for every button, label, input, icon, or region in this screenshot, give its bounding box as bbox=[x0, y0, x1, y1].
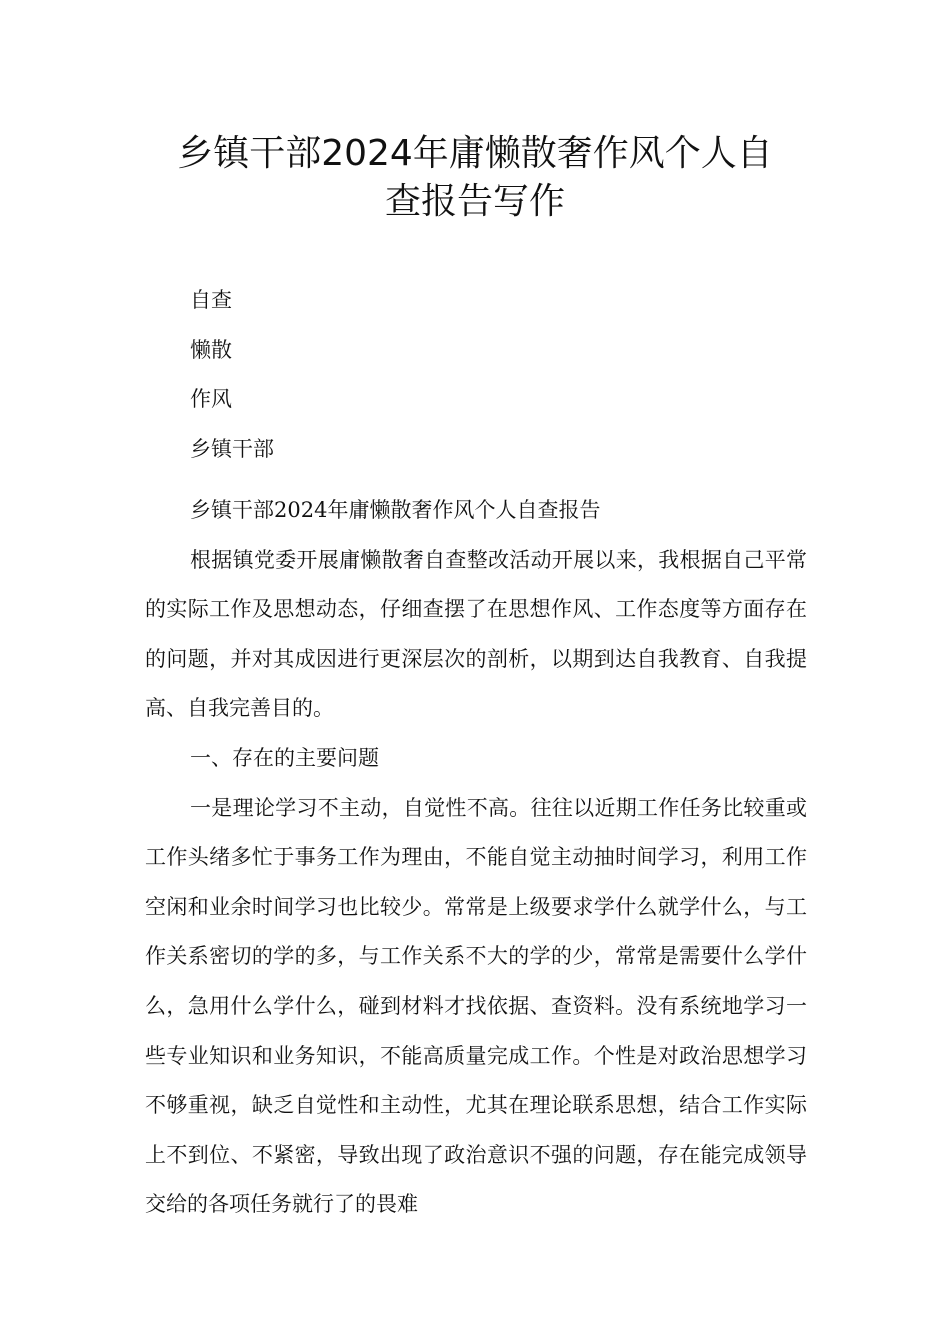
title-line-2: 查报告写作 bbox=[384, 181, 565, 222]
section-heading: 一、存在的主要问题 bbox=[190, 745, 379, 770]
keyword-item: 作风 bbox=[190, 387, 232, 411]
report-subtitle: 乡镇干部2024年庸懒散奢作风个人自查报告 bbox=[190, 498, 601, 522]
keyword-item: 乡镇干部 bbox=[190, 436, 274, 461]
body-paragraph: 一是理论学习不主动，自觉性不高。往往以近期工作任务比较重或工作头绪多忙于事务工作为理由，不能自觉主动抽时间学习，利用工作空闲和业余时间学习也比较少。常常是上级要求学什么就学什么，与工作关系密切的学的多，与工作关系不大的学的少，常常是需要什么学什么，急用什么学什么，碰到材料才找依据、查资料。没有系统地学习一些专业知识和业务知识，不能高质量完成工作。个性是对政治思想学习不够重视，缺乏自觉性和主动性，尤其在理论联系思想，结合工作实际上不到位、不紧密，导致出现了政治意识不强的问题，存在能完成领导交给的各项任务就行了的畏难 bbox=[145, 795, 807, 1217]
keyword-item: 懒散 bbox=[190, 337, 232, 362]
keyword-item: 自查 bbox=[190, 288, 232, 312]
document-title bbox=[140, 130, 810, 226]
body-paragraph: 根据镇党委开展庸懒散奢自查整改活动开展以来，我根据自己平常的实际工作及思想动态，仔细查摆了在思想作风、工作态度等方面存在的问题，并对其成因进行更深层次的剖析，以期到达自我教育、自我提高、自我完善目的。 bbox=[145, 547, 807, 721]
keyword-list bbox=[190, 286, 274, 484]
document-body bbox=[145, 486, 807, 1230]
title-line-1: 乡镇干部2024年庸懒散奢作风个人自 bbox=[177, 133, 773, 174]
